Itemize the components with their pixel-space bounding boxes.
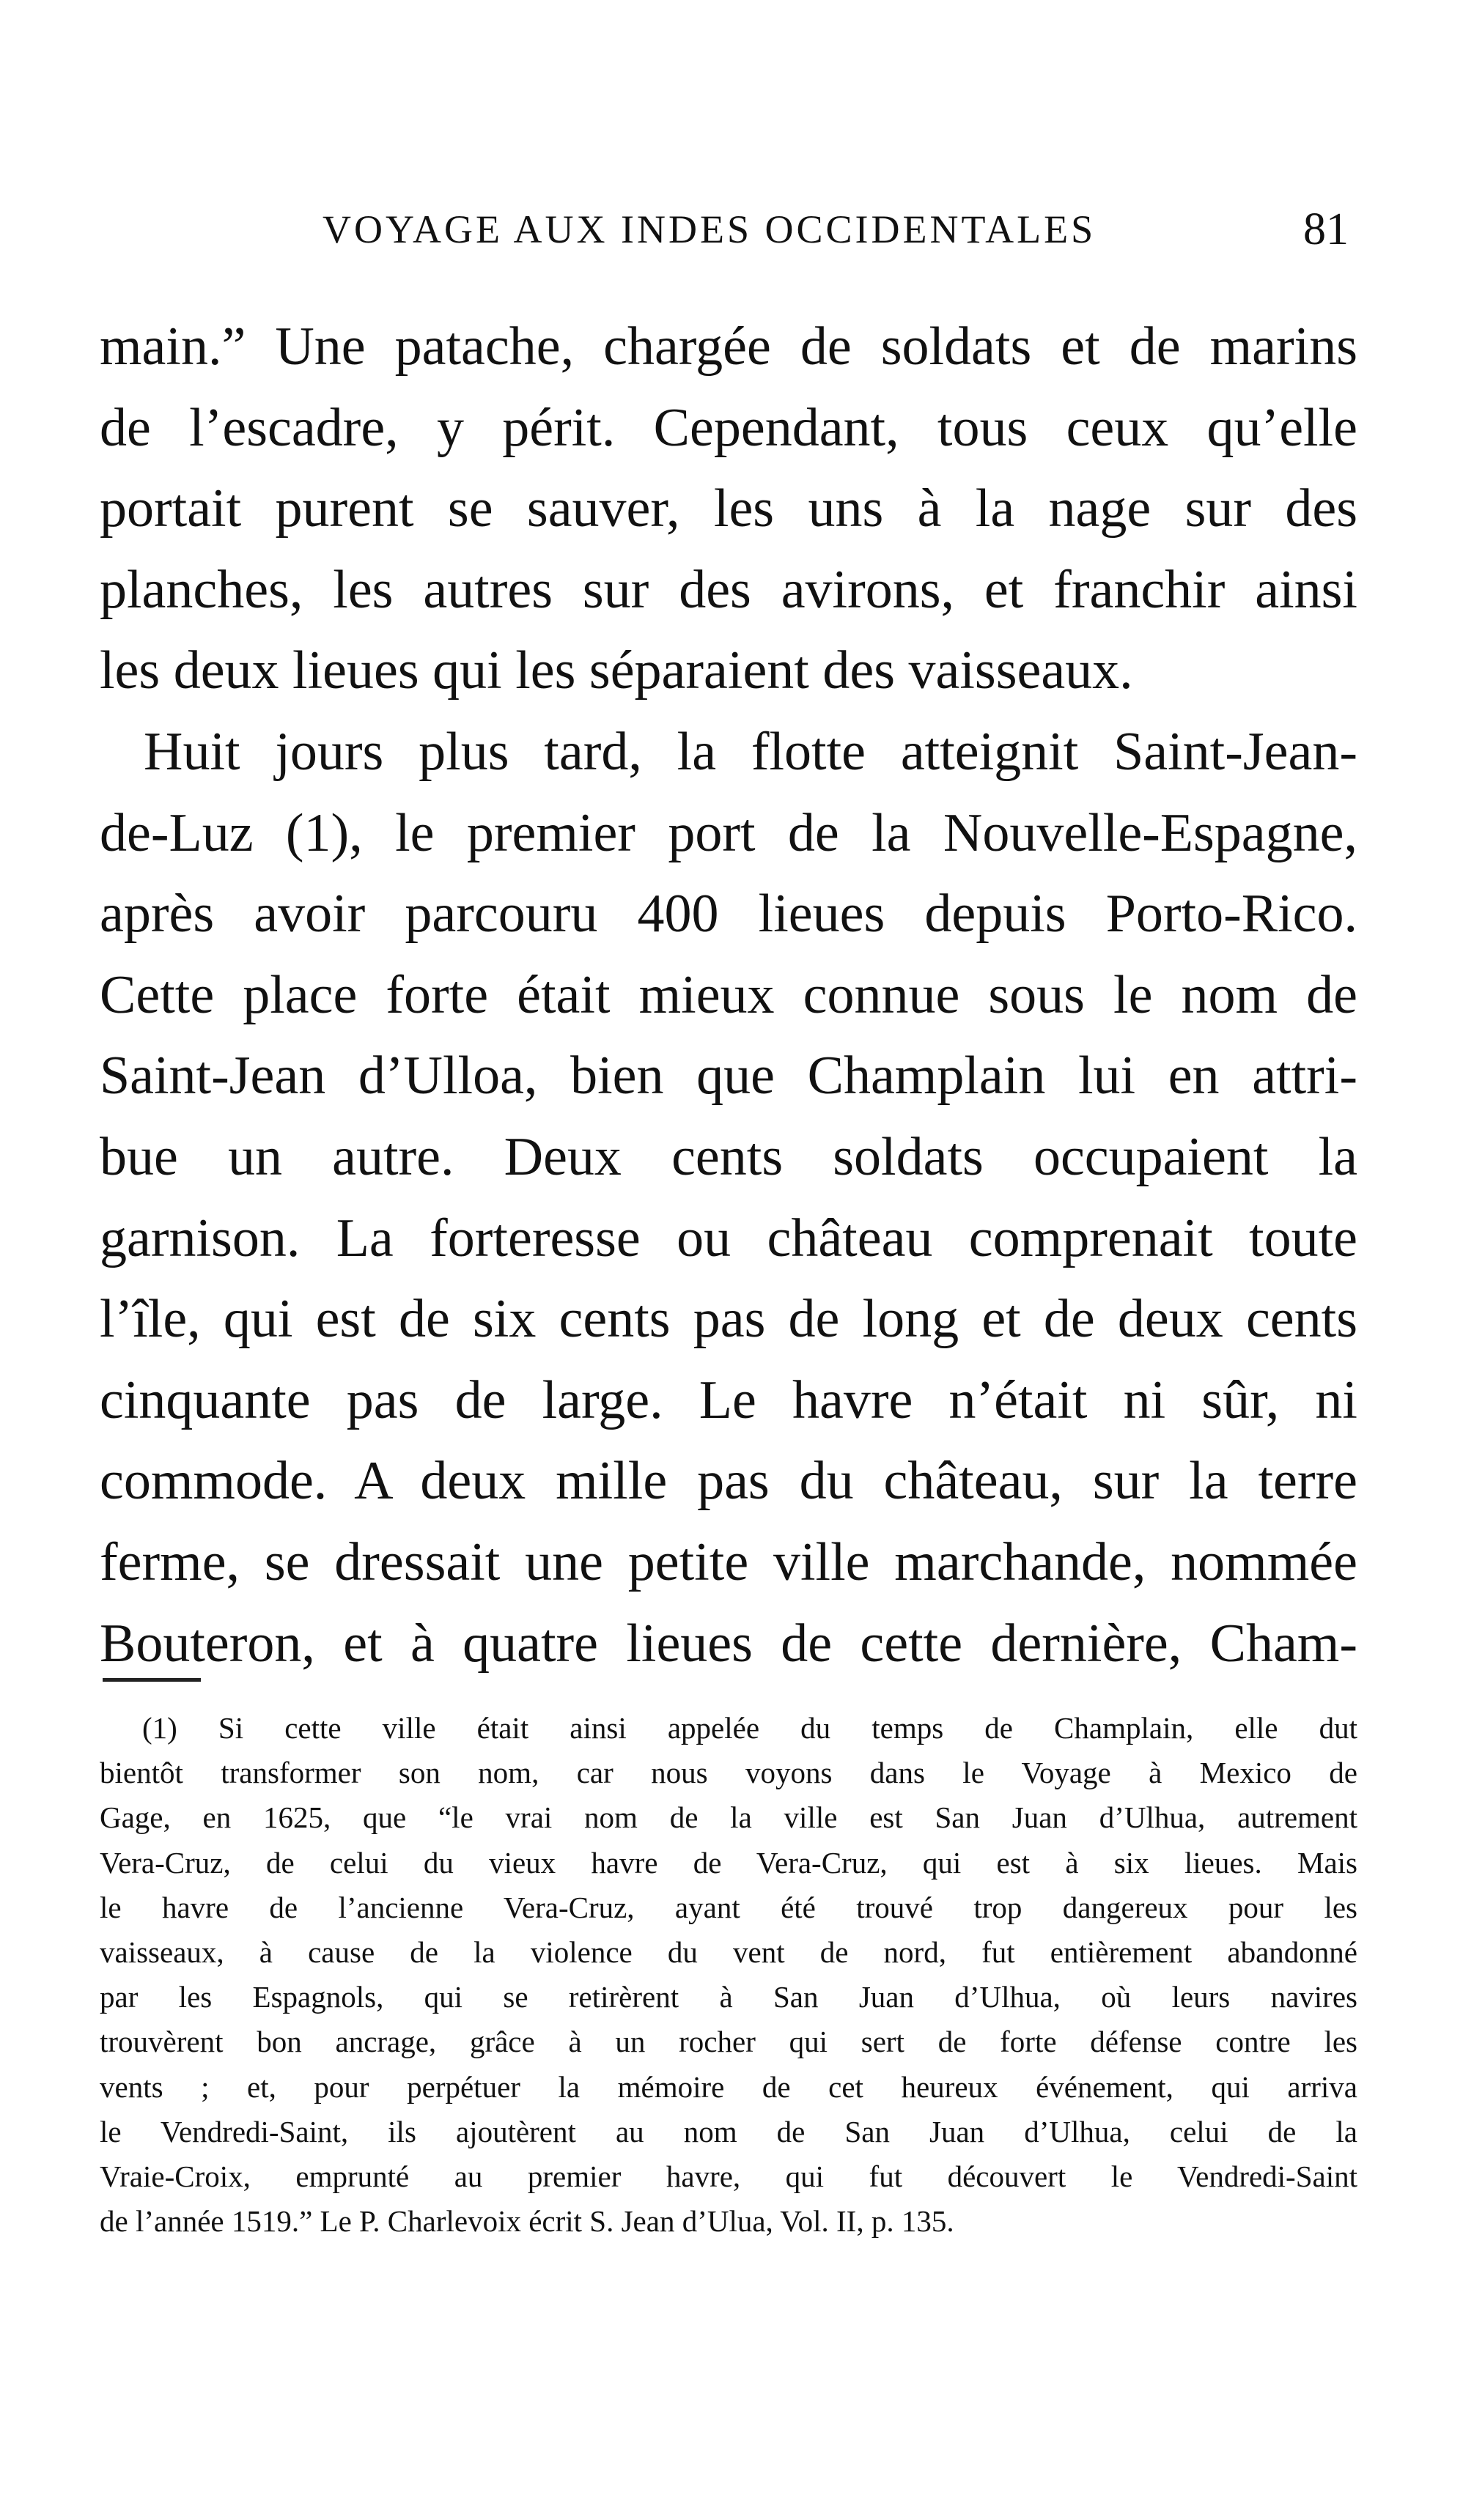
body-line: main.” Une patache, chargée de soldats et de marins	[100, 317, 1357, 377]
body-line: l’île, qui est de six cents pas de long et de deux cents	[100, 1289, 1357, 1350]
body-line: les deux lieues qui les séparaient des vaisseaux.	[100, 640, 1133, 701]
body-line: de-Luz (1), le premier port de la Nouvelle-Espagne,	[100, 802, 1357, 863]
body-line: cinquante pas de large. Le havre n’était ni sûr, ni	[100, 1370, 1357, 1430]
footnote-line: (1) Si cette ville était ainsi appelée du temps de Champlain, elle dut	[142, 1711, 1357, 1745]
footnote-rule	[103, 1678, 201, 1682]
footnote-line: Gage, en 1625, que “le vrai nom de la ville est San Juan d’Ulhua, autrement	[100, 1800, 1357, 1835]
body-line: planches, les autres sur des avirons, et franchir ainsi	[100, 559, 1357, 620]
body-line: après avoir parcouru 400 lieues depuis Porto-Rico.	[100, 884, 1357, 945]
body-line: ferme, se dressait une petite ville marchande, nommée	[100, 1531, 1357, 1592]
footnote-line: le havre de l’ancienne Vera-Cruz, ayant été trouvé trop dangereux pour les	[100, 1890, 1357, 1924]
footnote-line: vaisseaux, à cause de la violence du vent de nord, fut entièrement abandonné	[100, 1935, 1357, 1969]
body-line: Saint-Jean d’Ulloa, bien que Champlain lui en attri-	[100, 1046, 1357, 1106]
footnote-line: trouvèrent bon ancrage, grâce à un rocher qui sert de forte défense contre les	[100, 2025, 1357, 2059]
body-line: commode. A deux mille pas du château, sur la terre	[100, 1451, 1357, 1512]
body-line: de l’escadre, y périt. Cependant, tous ceux qu’elle	[100, 397, 1357, 458]
body-line: bue un autre. Deux cents soldats occupaient la	[100, 1126, 1357, 1187]
footnote-line: par les Espagnols, qui se retirèrent à San Juan d’Ulhua, où leurs navires	[100, 1980, 1357, 2014]
footnote-line: Vera-Cruz, de celui du vieux havre de Vera-Cruz, qui est à six lieues. Mais	[100, 1845, 1357, 1880]
body-line: garnison. La forteresse ou château comprenait toute	[100, 1208, 1357, 1268]
running-title: VOYAGE AUX INDES OCCIDENTALES	[323, 207, 1097, 251]
footnote-line: bientôt transformer son nom, car nous voyons dans le Voyage à Mexico de	[100, 1756, 1357, 1790]
footnote	[100, 1706, 1357, 2244]
body-line: Huit jours plus tard, la flotte atteignit Saint-Jean-	[144, 721, 1357, 782]
body-text	[100, 306, 1357, 1684]
footnote-line: le Vendredi-Saint, ils ajoutèrent au nom de San Juan d’Ulhua, celui de la	[100, 2114, 1357, 2148]
footnote-line: de l’année 1519.” Le P. Charlevoix écrit S. Jean d’Ulua, Vol. II, p. 135.	[100, 2204, 954, 2239]
body-line: Cette place forte était mieux connue sous le nom de	[100, 964, 1357, 1025]
body-line: portait purent se sauver, les uns à la nage sur des	[100, 478, 1357, 539]
page-number: 81	[1303, 204, 1349, 254]
footnote-line: Vraie-Croix, emprunté au premier havre, qui fut découvert le Vendredi-Saint	[100, 2159, 1357, 2193]
running-head	[103, 204, 1349, 265]
footnote-line: vents ; et, pour perpétuer la mémoire de cet heureux événement, qui arriva	[100, 2069, 1357, 2104]
body-line: Bouteron, et à quatre lieues de cette dernière, Cham-	[100, 1613, 1357, 1674]
